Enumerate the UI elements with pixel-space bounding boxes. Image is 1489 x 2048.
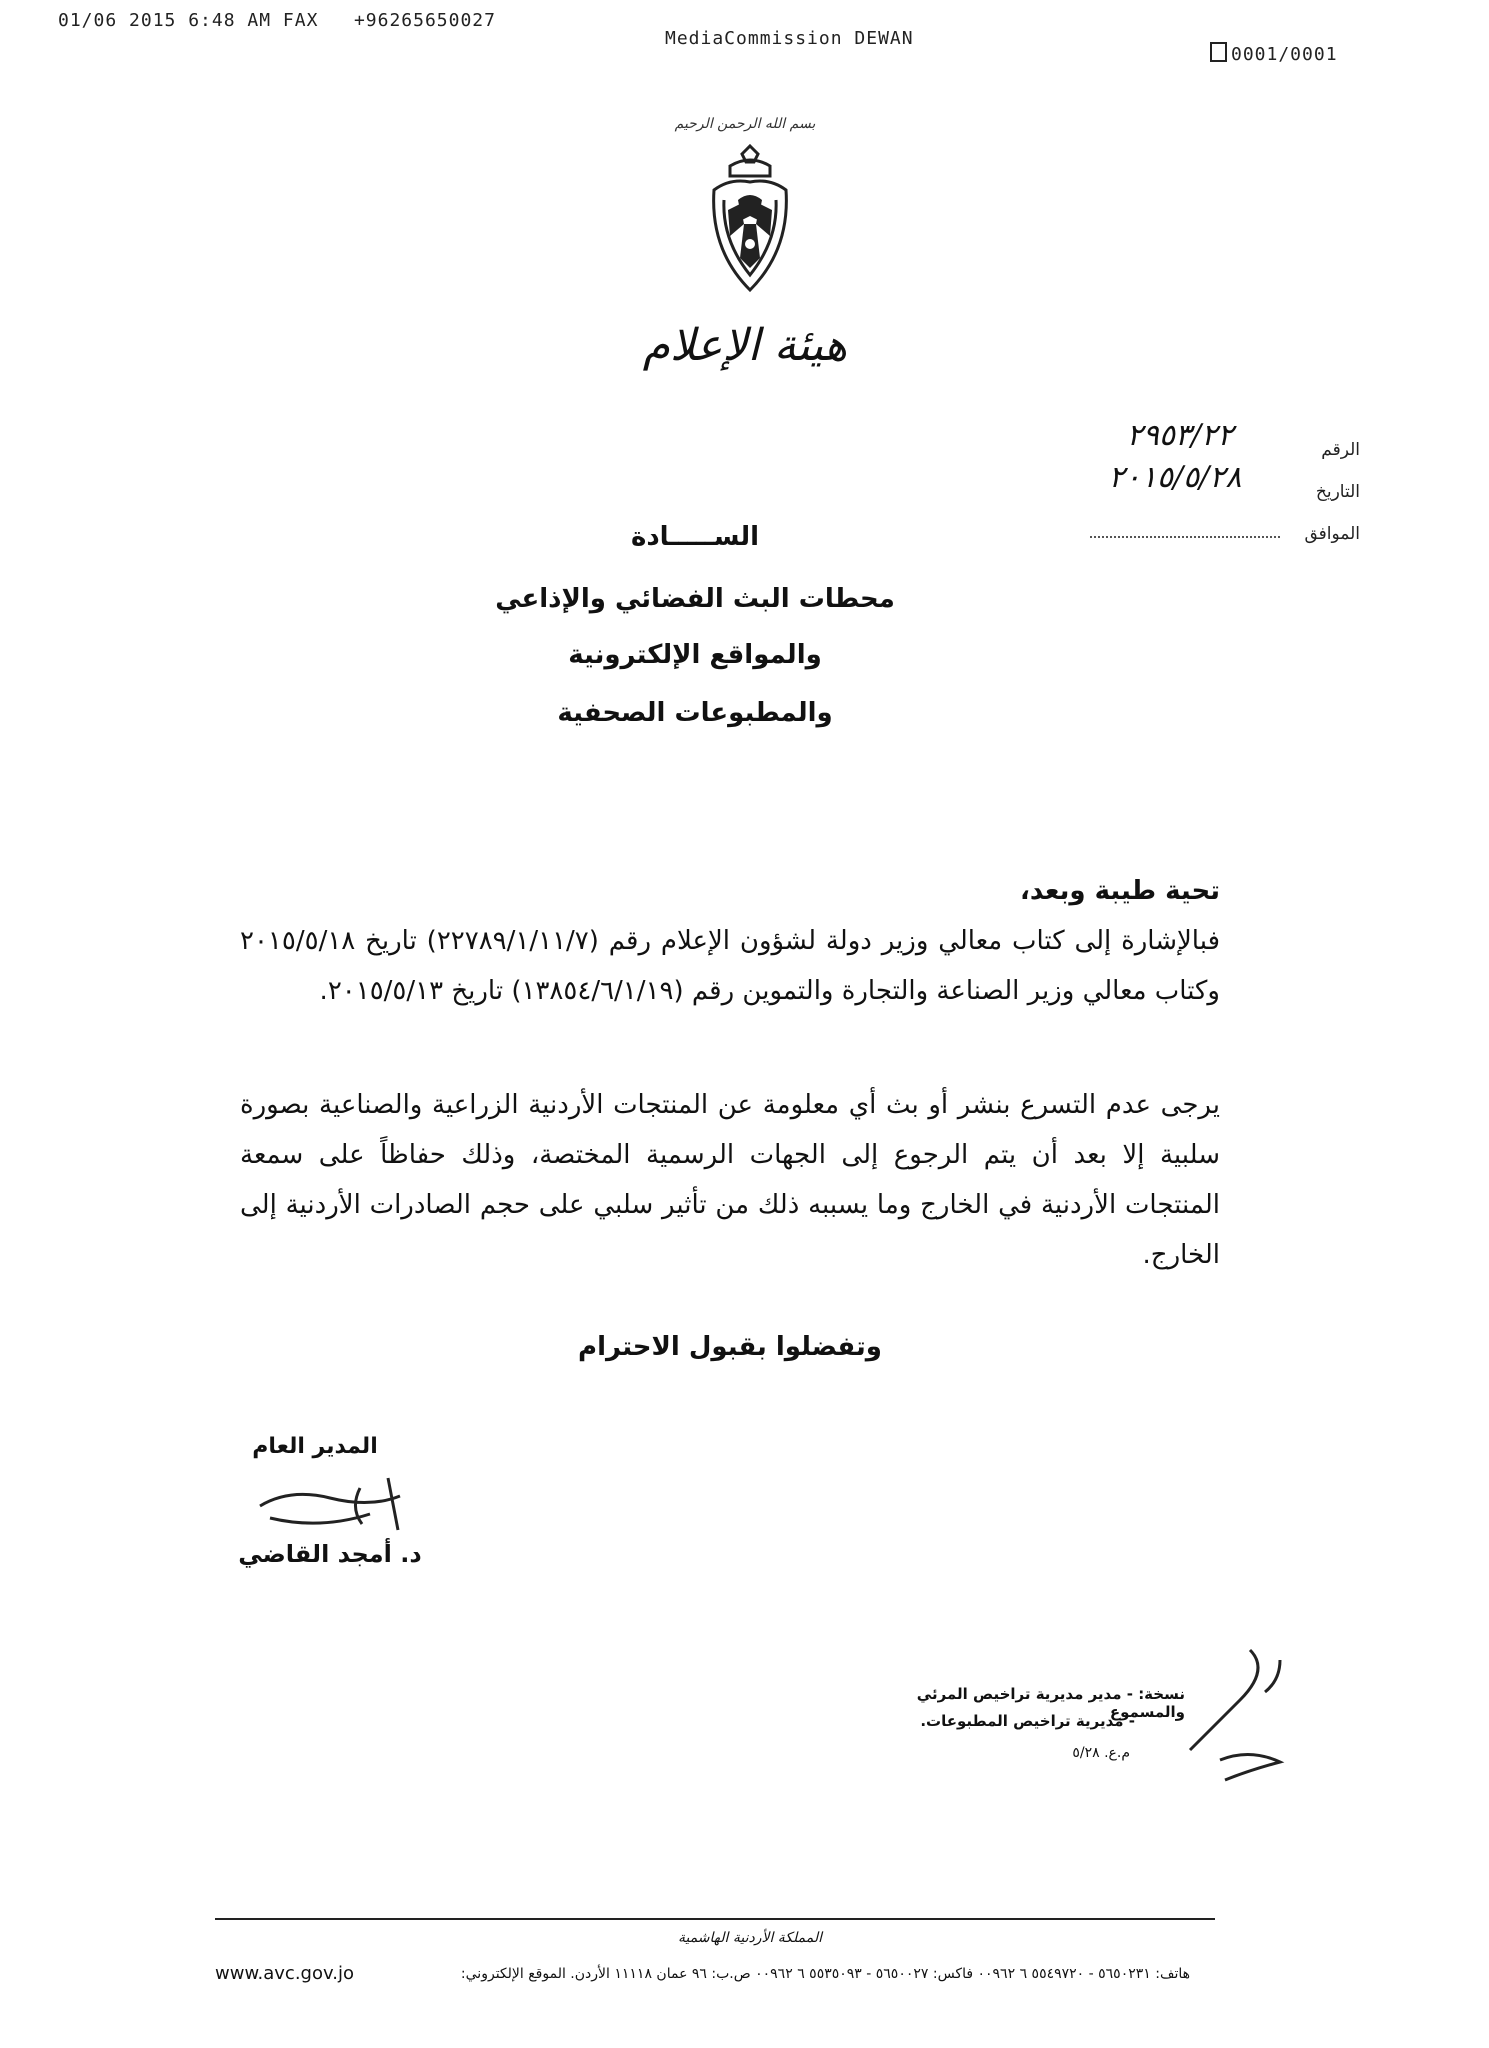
copies-label: نسخة: (1138, 1685, 1185, 1703)
addressee-line-1: محطات البث الفضائي والإذاعي (495, 584, 895, 614)
signature-mark (250, 1468, 420, 1538)
paragraph-reference: فبالإشارة إلى كتاب معالي وزير دولة لشؤون الإعلام رقم (٢٢٧٨٩/١/١١/٧) تاريخ ٢٠١٥/٥/١٨ وكتاب معالي وزير الصناعة والتجارة والتموين رقم (١٣٨٥٤/٦/١/١٩) تاريخ ٢٠١٥/٥/١٣. (240, 926, 1221, 1006)
addressee-line-2: والمواقع الإلكترونية (568, 640, 822, 670)
fax-timestamp: 01/06 2015 6:48 AM FAX +96265650027 (58, 10, 496, 31)
reference-date-label: التاريخ (1315, 482, 1360, 502)
addressee-line-3: والمطبوعات الصحفية (557, 698, 833, 728)
coat-of-arms-icon (700, 140, 800, 300)
reference-number-label: الرقم (1321, 440, 1360, 460)
signature-title: المدير العام (252, 1434, 378, 1459)
reference-date-value: ٢٠١٥/٥/٢٨ (1108, 460, 1242, 495)
paragraph-request: يرجى عدم التسرع بنشر أو بث أي معلومة عن المنتجات الأردنية الزراعية والصناعية بصورة سلبية إلا بعد أن يتم الرجوع إلى الجهات الرسمية المختصة، وذلك حفاظاً على سمعة المنتجات الأردنية في الخارج وما يسببه ذلك من تأثير سلبي على حجم الصادرات الأردنية إلى الخارج. (240, 1090, 1220, 1270)
signatory-name: د. أمجد القاضي (238, 1540, 422, 1568)
reference-corresponding-label: الموافق (1304, 524, 1360, 544)
footer-website-link[interactable]: www.avc.gov.jo (215, 1963, 354, 1984)
copies-item-2: - مديرية تراخيص المطبوعات. (920, 1712, 1135, 1730)
fax-sender: MediaCommission DEWAN (665, 28, 914, 49)
initials: م.ع. ٥/٢٨ (1072, 1745, 1130, 1761)
fax-pages: 0001/0001 (1210, 42, 1338, 65)
footer-divider (215, 1918, 1215, 1920)
fax-phone: +96265650027 (353, 10, 496, 31)
initials-date: ٥/٢٨ (1072, 1745, 1100, 1761)
greeting: تحية طيبة وبعد، (1020, 876, 1220, 906)
handwritten-initials (1130, 1640, 1330, 1790)
footer-country: المملكة الأردنية الهاشمية (677, 1930, 823, 1946)
fax-doc-icon (1210, 42, 1227, 62)
corresponding-blank (1090, 536, 1280, 538)
addressee-title: الســـــادة (630, 522, 760, 552)
closing-phrase: وتفضلوا بقبول الاحترام (578, 1332, 882, 1362)
reference-number-value: ٢٩٥٣/٢٢ (1126, 418, 1234, 453)
footer-contact: هاتف: ٥٦٥٠٢٣١ - ٥٥٤٩٧٢٠ ٦ ٠٠٩٦٢ فاكس: ٥٦٥٠٠٢٧ - ٥٥٣٥٠٩٣ ٦ ٠٠٩٦٢ ص.ب: ٩٦ عمان ١١١١٨ الأردن. الموقع الإلكتروني: (460, 1966, 1190, 1982)
copies-item-1: نسخة: - مدير مديرية تراخيص المرئي والمسموع (916, 1685, 1185, 1721)
organization-logo-text: هيئة الإعلام (642, 320, 848, 371)
basmala: بسم الله الرحمن الرحيم (674, 116, 816, 132)
